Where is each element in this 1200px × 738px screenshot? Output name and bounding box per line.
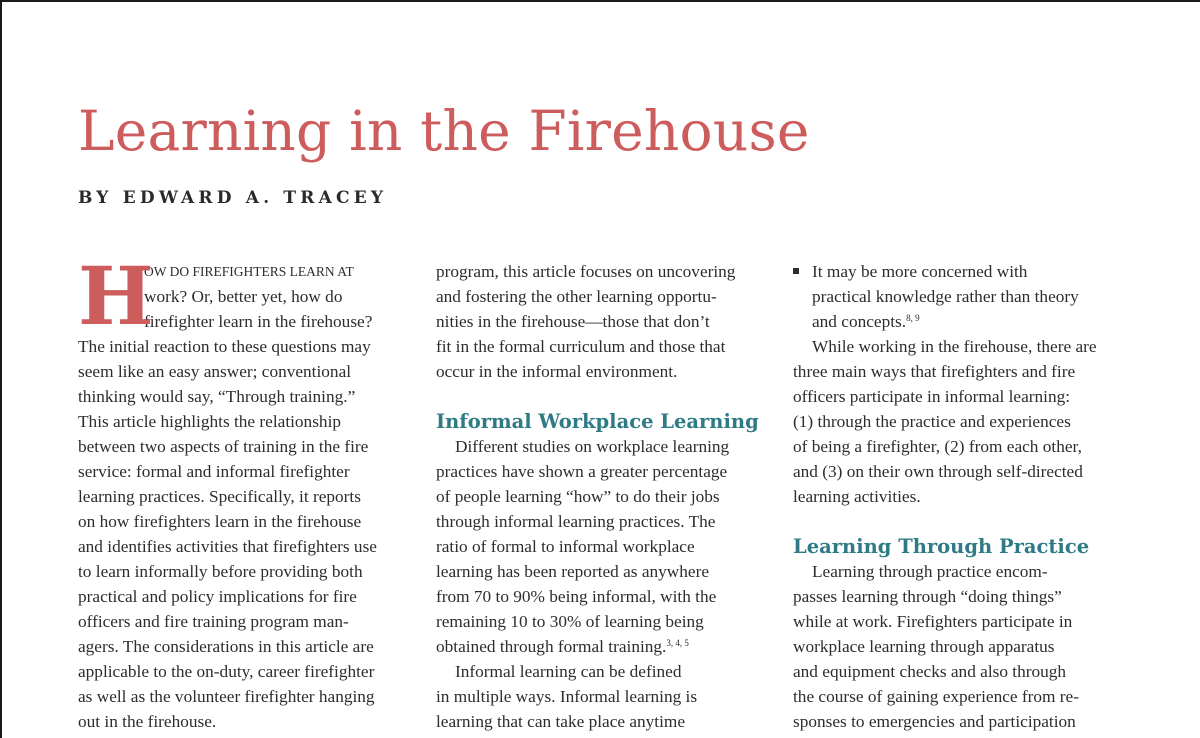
text-line: (1) through the practice and experiences bbox=[793, 412, 1071, 431]
window-top-border bbox=[0, 0, 1200, 2]
text-line: three main ways that firefighters and fire bbox=[793, 362, 1076, 381]
text-line: Different studies on workplace learning bbox=[455, 437, 730, 456]
text-line: and (3) on their own through self-directed bbox=[793, 462, 1083, 481]
text-line: occur in the informal environment. bbox=[436, 362, 678, 381]
text-line: While working in the firehouse, there are bbox=[812, 337, 1097, 356]
citation-superscript: 3, 4, 5 bbox=[666, 638, 689, 648]
section-heading-learning-through-practice: Learning Through Practice bbox=[793, 535, 1090, 558]
text-line: service: formal and informal firefighter bbox=[78, 462, 350, 481]
text-line: officers participate in informal learning: bbox=[793, 387, 1071, 406]
paragraph-gap bbox=[436, 384, 781, 409]
citation-superscript: 8, 9 bbox=[906, 313, 920, 323]
text-line: and equipment checks and also through bbox=[793, 662, 1067, 681]
text-line: practices have shown a greater percentage bbox=[436, 462, 728, 481]
text-line: on how firefighters learn in the firehouse bbox=[78, 512, 362, 531]
text-line: thinking would say, “Through training.” bbox=[78, 387, 356, 406]
text-line: and identifies activities that firefighters use bbox=[78, 537, 377, 556]
drop-cap: H bbox=[78, 249, 154, 343]
text-line: seem like an easy answer; conventional bbox=[78, 362, 352, 381]
article-title: Learning in the Firehouse bbox=[78, 99, 810, 163]
text-line: obtained through formal training.$^{3, 4, 5}$ bbox=[436, 637, 689, 656]
text-line: learning that can take place anytime bbox=[436, 712, 686, 731]
text-line: to learn informally before providing both bbox=[78, 562, 363, 581]
text-line: nities in the firehouse—those that don’t bbox=[436, 312, 710, 331]
column-3 bbox=[793, 259, 1138, 734]
text-line: of being a firefighter, (2) from each other, bbox=[793, 437, 1082, 456]
text-line: while at work. Firefighters participate in bbox=[793, 612, 1073, 631]
square-bullet-icon bbox=[793, 268, 799, 274]
text-line: firefighter learn in the firehouse? bbox=[144, 312, 373, 331]
intro-paragraph-opening bbox=[78, 249, 423, 343]
window-left-border bbox=[0, 0, 2, 738]
text-line: remaining 10 to 30% of learning being bbox=[436, 612, 704, 631]
text-line: ratio of formal to informal workplace bbox=[436, 537, 695, 556]
text-line: This article highlights the relationship bbox=[78, 412, 342, 431]
article-byline: BY EDWARD A. TRACEY bbox=[78, 188, 388, 208]
text-line: sponses to emergencies and participation bbox=[793, 712, 1076, 731]
text-line: through informal learning practices. The bbox=[436, 512, 716, 531]
text-line: learning practices. Specifically, it reports bbox=[78, 487, 361, 506]
text-line: work? Or, better yet, how do bbox=[144, 287, 343, 306]
text-line: fit in the formal curriculum and those that bbox=[436, 337, 726, 356]
column-2 bbox=[436, 259, 781, 734]
text-line: out in the firehouse. bbox=[78, 712, 217, 731]
text-line: program, this article focuses on uncovering bbox=[436, 262, 736, 281]
text-line: practical knowledge rather than theory bbox=[812, 287, 1079, 306]
paragraph-gap bbox=[793, 509, 1138, 534]
text-line: agers. The considerations in this article are bbox=[78, 637, 374, 656]
text-line: as well as the volunteer firefighter hanging bbox=[78, 687, 375, 706]
text-line: applicable to the on-duty, career firefighter bbox=[78, 662, 375, 681]
column-1 bbox=[78, 249, 423, 734]
text-line: OW DO FIREFIGHTERS LEARN AT bbox=[144, 264, 354, 279]
text-line: and fostering the other learning opportu- bbox=[436, 287, 717, 306]
text-line: passes learning through “doing things” bbox=[793, 587, 1062, 606]
text-line: between two aspects of training in the fire bbox=[78, 437, 369, 456]
text-line: It may be more concerned with bbox=[812, 262, 1028, 281]
text-line: of people learning “how” to do their jobs bbox=[436, 487, 720, 506]
text-line: in multiple ways. Informal learning is bbox=[436, 687, 698, 706]
list-item bbox=[793, 259, 1138, 334]
text-line: and concepts.$^{8, 9}$ bbox=[812, 312, 920, 331]
text-line: workplace learning through apparatus bbox=[793, 637, 1055, 656]
text-line: officers and fire training program man- bbox=[78, 612, 349, 631]
text-line: Informal learning can be defined bbox=[455, 662, 682, 681]
section-heading-informal-workplace-learning: Informal Workplace Learning bbox=[436, 410, 759, 433]
text-line: The initial reaction to these questions may bbox=[78, 337, 371, 356]
text-line: from 70 to 90% being informal, with the bbox=[436, 587, 717, 606]
text-line: learning activities. bbox=[793, 487, 921, 506]
text-line: the course of gaining experience from re- bbox=[793, 687, 1079, 706]
text-line: Learning through practice encom- bbox=[812, 562, 1048, 581]
text-line: learning has been reported as anywhere bbox=[436, 562, 710, 581]
text-line: practical and policy implications for fire bbox=[78, 587, 357, 606]
